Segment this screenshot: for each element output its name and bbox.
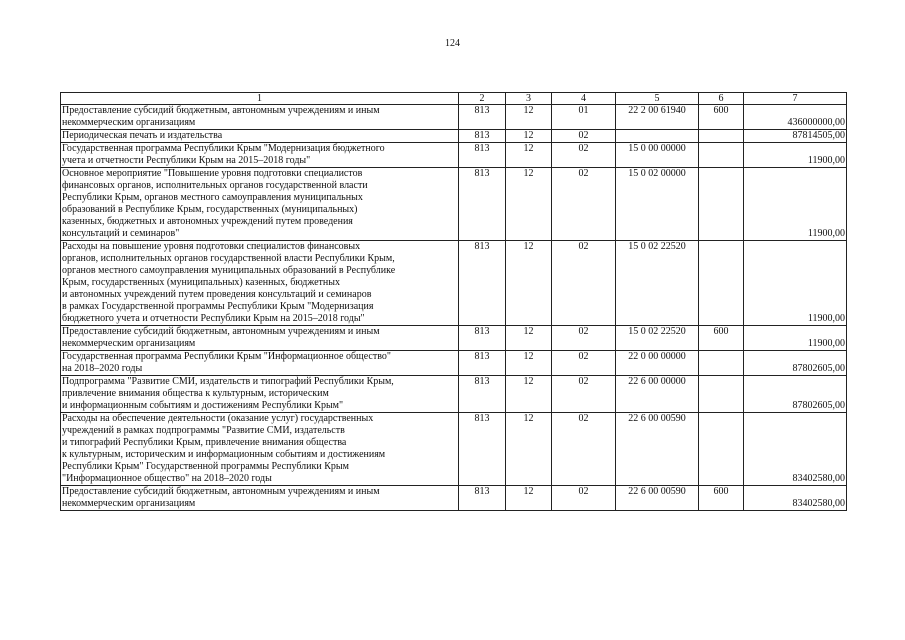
row-code-3: 12 [506,143,552,168]
row-description: Предоставление субсидий бюджетным, автономным учреждениям и иным некоммерческим организациям [61,486,459,511]
row-code-4: 02 [552,168,616,241]
row-code-4: 02 [552,241,616,326]
column-header: 6 [699,93,744,105]
row-code-2: 813 [459,326,506,351]
budget-table [60,92,847,511]
row-code-3: 12 [506,376,552,413]
row-target-code: 22 6 00 00590 [616,413,699,486]
row-code-3: 12 [506,241,552,326]
row-target-code: 15 0 02 00000 [616,168,699,241]
table-row [61,376,847,413]
column-header: 2 [459,93,506,105]
row-target-code: 15 0 02 22520 [616,241,699,326]
row-amount: 436000000,00 [744,105,847,130]
column-header: 5 [616,93,699,105]
row-expense-type [699,143,744,168]
column-header: 3 [506,93,552,105]
row-amount: 11900,00 [744,241,847,326]
row-target-code: 22 6 00 00590 [616,486,699,511]
row-code-2: 813 [459,413,506,486]
row-expense-type [699,241,744,326]
table-row [61,143,847,168]
row-target-code [616,130,699,143]
row-expense-type [699,168,744,241]
column-header: 1 [61,93,459,105]
table-row [61,130,847,143]
table-row [61,168,847,241]
row-amount: 11900,00 [744,326,847,351]
row-code-4: 01 [552,105,616,130]
row-amount: 11900,00 [744,143,847,168]
row-expense-type [699,413,744,486]
row-target-code: 22 0 00 00000 [616,351,699,376]
row-expense-type [699,130,744,143]
row-code-2: 813 [459,130,506,143]
row-description: Основное мероприятие "Повышение уровня подготовки специалистов финансовых органов, исполнительных органов государственной власти Республики Крым, органов местного самоуправления муниципальных образований в Республике Крым, государственных (муниципальных) казенных, бюджетных и автономных учреждений путем проведения консультаций и семинаров" [61,168,459,241]
row-code-3: 12 [506,168,552,241]
table-row [61,486,847,511]
row-description: Предоставление субсидий бюджетным, автономным учреждениям и иным некоммерческим организациям [61,326,459,351]
column-header: 7 [744,93,847,105]
table-header-row [61,93,847,105]
row-code-2: 813 [459,143,506,168]
row-expense-type: 600 [699,486,744,511]
row-code-3: 12 [506,105,552,130]
row-description: Расходы на обеспечение деятельности (оказание услуг) государственных учреждений в рамках подпрограммы "Развитие СМИ, издательств и типографий Республики Крым, привлечение внимания общества к культурным, историческим и информационным событиям и достижениям Республики Крым" Государственной программы Республики Крым "Информационное общество" на 2018–2020 годы [61,413,459,486]
row-amount: 83402580,00 [744,486,847,511]
table-row [61,105,847,130]
row-amount: 87802605,00 [744,351,847,376]
row-description: Расходы на повышение уровня подготовки специалистов финансовых органов, исполнительных органов государственной власти Республики Крым, органов местного самоуправления муниципальных образований в Республике Крым, государственных (муниципальных) казенных, бюджетных и автономных учреждений путем проведения консультаций и семинаров в рамках Государственной программы Республики Крым "Модернизация бюджетного учета и отчетности Республики Крым на 2015–2018 годы" [61,241,459,326]
row-code-2: 813 [459,376,506,413]
row-code-4: 02 [552,326,616,351]
row-expense-type: 600 [699,326,744,351]
row-code-3: 12 [506,486,552,511]
row-code-3: 12 [506,413,552,486]
row-expense-type: 600 [699,105,744,130]
row-target-code: 22 6 00 00000 [616,376,699,413]
row-code-3: 12 [506,130,552,143]
row-code-3: 12 [506,351,552,376]
table-row [61,413,847,486]
row-description: Государственная программа Республики Крым "Информационное общество" на 2018–2020 годы [61,351,459,376]
row-code-4: 02 [552,486,616,511]
row-description: Государственная программа Республики Крым "Модернизация бюджетного учета и отчетности Республики Крым на 2015–2018 годы" [61,143,459,168]
table-row [61,351,847,376]
row-code-4: 02 [552,143,616,168]
row-description: Подпрограмма "Развитие СМИ, издательств и типографий Республики Крым, привлечение внимания общества к культурным, историческим и информационным событиям и достижениям Республики Крым" [61,376,459,413]
row-target-code: 22 2 00 61940 [616,105,699,130]
row-code-2: 813 [459,241,506,326]
row-code-2: 813 [459,486,506,511]
row-target-code: 15 0 02 22520 [616,326,699,351]
page-number: 124 [445,38,460,49]
row-amount: 87802605,00 [744,376,847,413]
table-row [61,241,847,326]
row-code-4: 02 [552,413,616,486]
row-amount: 83402580,00 [744,413,847,486]
row-amount: 11900,00 [744,168,847,241]
table-row [61,326,847,351]
row-expense-type [699,376,744,413]
row-code-2: 813 [459,351,506,376]
row-description: Периодическая печать и издательства [61,130,459,143]
row-code-4: 02 [552,351,616,376]
row-expense-type [699,351,744,376]
row-code-2: 813 [459,105,506,130]
row-code-3: 12 [506,326,552,351]
row-target-code: 15 0 00 00000 [616,143,699,168]
row-code-2: 813 [459,168,506,241]
row-code-4: 02 [552,130,616,143]
row-code-4: 02 [552,376,616,413]
column-header: 4 [552,93,616,105]
row-description: Предоставление субсидий бюджетным, автономным учреждениям и иным некоммерческим организациям [61,105,459,130]
row-amount: 87814505,00 [744,130,847,143]
